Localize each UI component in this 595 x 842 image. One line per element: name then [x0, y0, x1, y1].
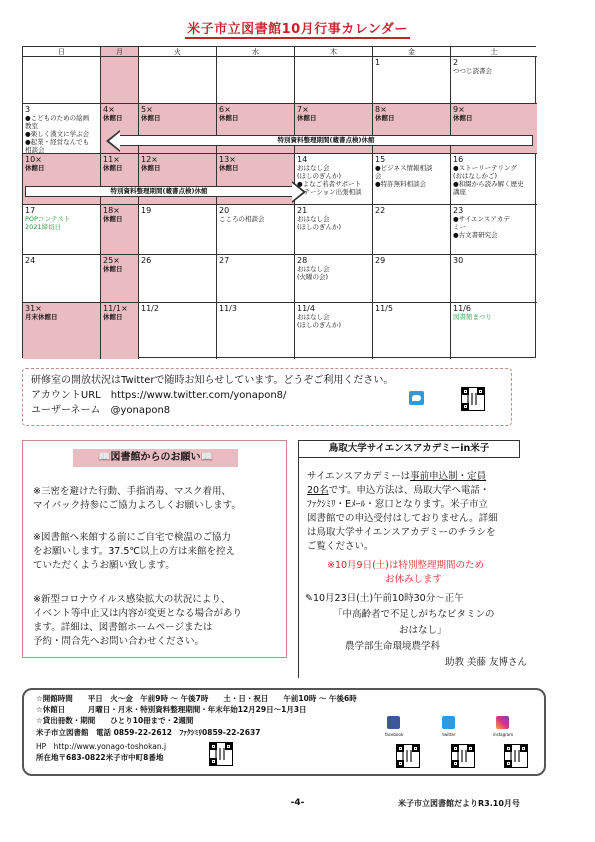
day-number: 21 — [297, 206, 308, 215]
address: 所在地〒683-0822米子市中町8番地 — [36, 753, 164, 762]
request-paragraph-1: ※三密を避けた行動、手指消毒、マスク着用、 マイバック持参にご協力よろしくお願いします。 — [33, 486, 241, 511]
lecture-speaker: 助教 美藤 友博さん — [445, 657, 528, 668]
day-number: 23 — [453, 206, 464, 215]
library-request-heading: 📖図書館からのお願い📖 — [73, 449, 238, 467]
day-event: おはなし会 — [297, 164, 330, 172]
day-number: 28 — [297, 256, 308, 265]
calendar-day — [295, 303, 373, 359]
weekday-header: 水 — [217, 47, 295, 57]
day-event: 月末休館日 — [25, 313, 58, 321]
request-paragraph-2: ※図書館へ来館する前にご自宅で検温のご協力 をお願いします。37.5℃以上の方は来館を控え ていただくようお願い致します。 — [33, 532, 236, 571]
arrow-right-icon — [292, 181, 306, 203]
newsletter-issue: 米子市立図書館だよりR3.10月号 — [398, 799, 520, 808]
science-academy-body: サイエンスアカデミーは事前申込制・定員 20名です。申込方法は、鳥取大学へ電話・ ﾌｧｸｼﾐﾘ・Eﾒｰﾙ・窓口となります。米子市立 図書館での申込受付はしておりません。詳細 は鳥取大学サイエンスアカデミーのチラシを ご覧ください。 ※10月9日(土)は特別整理期間のため お休みします ✎10月23日(土)午前10時30分～正午 「中高齢者で不足しがちなビタミンの おはなし」 農学部生命環境農学科 助教 美藤 友博さん — [298, 458, 558, 678]
day-number: 12× — [141, 155, 158, 164]
day-number: 27 — [219, 256, 230, 265]
day-number: 3 — [25, 105, 31, 114]
calendar-day — [101, 154, 139, 205]
calendar-day — [295, 104, 373, 154]
science-academy-heading: 鳥取大学サイエンスアカデミーin米子 — [298, 440, 520, 458]
calendar-day — [101, 303, 139, 359]
science-academy-box — [298, 440, 568, 680]
day-number: 9× — [453, 105, 465, 114]
page-number: -4- — [290, 798, 305, 808]
day-event: ●こどものための絵画 — [25, 114, 90, 122]
day-number: 13× — [219, 155, 236, 164]
day-event: 休館日 — [219, 164, 239, 172]
opening-hours: ☆開館時間 平日 火～金 午前9時 ～ 午後7時 土・日・祝日 午前10時 ～ 午後6時 — [36, 694, 357, 703]
lecture-date: ✎10月23日(土)午前10時30分～正午 — [305, 593, 464, 604]
day-event: 休館日 — [219, 114, 239, 122]
day-number: 17 — [25, 206, 36, 215]
day-event: 休館日 — [103, 164, 123, 172]
calendar-day — [139, 205, 217, 255]
calendar-day — [217, 255, 295, 303]
calendar-day — [139, 255, 217, 303]
day-number: 30 — [453, 256, 464, 265]
calendar-day — [23, 303, 101, 359]
day-number: 20 — [219, 206, 230, 215]
day-event: 休館日 — [103, 215, 123, 223]
calendar-day — [451, 154, 537, 205]
calendar-day — [295, 154, 373, 205]
book-icon: 📖 — [98, 452, 111, 463]
weekday-header: 金 — [373, 47, 451, 57]
day-event: ●ストーリーテリング — [453, 164, 518, 172]
day-event: ミー — [453, 223, 466, 231]
day-event: 休館日 — [141, 164, 161, 172]
calendar-day — [373, 57, 451, 104]
inventory-closure-arrow: 特別資料整理期間(蔵書点検)休館 — [25, 186, 293, 197]
calendar-day — [451, 255, 537, 303]
day-event: ●よなご若者サポート — [297, 180, 362, 188]
day-event: 休館日 — [141, 114, 161, 122]
day-event: ●特許無料相談会 — [375, 180, 427, 188]
closure-notice: ※10月9日(土)は特別整理期間のため — [327, 560, 485, 571]
day-number: 18× — [103, 206, 120, 215]
day-event: おはなし会 — [297, 313, 330, 321]
calendar-day — [101, 57, 139, 104]
twitter-label: twitter — [442, 732, 456, 737]
calendar-day — [451, 303, 537, 359]
day-number: 14 — [297, 155, 308, 164]
day-event: 休館日 — [103, 114, 123, 122]
calendar-title: 米子市立図書館10月行事カレンダー — [187, 22, 408, 37]
day-number: 11/1× — [103, 304, 128, 313]
day-event: 休館日 — [453, 114, 473, 122]
weekday-header: 木 — [295, 47, 373, 57]
day-event: 講座 — [453, 188, 466, 196]
arrow-left-icon — [106, 130, 120, 152]
day-event: 休館日 — [297, 114, 317, 122]
book-icon: 📖 — [200, 452, 213, 463]
weekday-header: 土 — [451, 47, 537, 57]
facebook-qr-code — [396, 744, 420, 768]
day-number: 11× — [103, 155, 120, 164]
day-number: 26 — [141, 256, 152, 265]
inventory-closure-arrow: 特別資料整理期間(蔵書点検)休館 — [119, 135, 533, 146]
day-event: ●古文書研究会 — [453, 231, 498, 239]
twitter-icon[interactable] — [409, 391, 424, 405]
day-event: 休館日 — [25, 164, 45, 172]
event-calendar — [22, 46, 536, 358]
calendar-day — [373, 303, 451, 359]
calendar-day — [217, 104, 295, 154]
closure-notice-2: お休みします — [385, 574, 443, 585]
day-event: つつじ読書会 — [453, 67, 492, 75]
day-number: 11/3 — [219, 304, 237, 313]
calendar-day — [295, 205, 373, 255]
weekday-header: 月 — [101, 47, 139, 57]
calendar-day — [295, 57, 373, 104]
calendar-day — [23, 104, 101, 154]
twitter-icon[interactable] — [442, 716, 455, 729]
calendar-day — [451, 104, 537, 154]
day-event: 相談会 — [25, 146, 45, 154]
instagram-qr-code — [504, 744, 528, 768]
calendar-day — [139, 57, 217, 104]
day-number: 1 — [375, 58, 381, 67]
weekday-header: 火 — [139, 47, 217, 57]
twitter-qr-code — [461, 387, 485, 411]
day-number: 22 — [375, 206, 386, 215]
calendar-day — [23, 255, 101, 303]
calendar-day — [217, 303, 295, 359]
calendar-day — [217, 154, 295, 205]
day-event: ●楽しく漢文に学ぶ会 — [25, 130, 90, 138]
calendar-day — [23, 205, 101, 255]
day-event: 会 — [375, 172, 382, 180]
day-event: 休館日 — [103, 265, 123, 273]
twitter-notice — [22, 368, 512, 426]
day-event: ●ビジネス情報相談 — [375, 164, 433, 172]
facebook-icon[interactable] — [387, 716, 400, 729]
twitter-qr-code — [451, 744, 475, 768]
calendar-day — [451, 205, 537, 255]
day-number: 19 — [141, 206, 152, 215]
day-number: 6× — [219, 105, 231, 114]
notice-line-1: 研修室の開放状況はTwitterで随時お知らせしています。どうぞご利用ください。 — [31, 375, 394, 386]
loan-limits: ☆貸出冊数・期間 ひとり10冊まで・2週間 — [36, 716, 194, 725]
day-event: (ほしのぎんか) — [297, 223, 342, 231]
day-number: 2 — [453, 58, 459, 67]
day-event: ステーション出張相談 — [297, 188, 362, 196]
lecture-topic: 「中高齢者で不足しがちなビタミンの — [333, 609, 495, 620]
calendar-day — [101, 205, 139, 255]
notice-account-url[interactable]: アカウントURL https://www.twitter.com/yonapon8/ — [31, 390, 287, 401]
library-request-box — [22, 440, 287, 658]
closed-days: ☆休館日 月曜日・月末・特別資料整理期間・年末年始12月29日～1月3日 — [36, 705, 307, 714]
day-event: 休館日 — [375, 114, 395, 122]
day-event: おはなし会 — [297, 265, 330, 273]
facebook-label: facebook — [384, 732, 404, 737]
day-number: 10× — [25, 155, 42, 164]
instagram-label: instagram — [492, 732, 514, 737]
day-event: おはなし会 — [297, 215, 330, 223]
day-event: 図書館まつり — [453, 313, 492, 321]
day-number: 4× — [103, 105, 115, 114]
day-number: 16 — [453, 155, 464, 164]
day-event: (火曜の会) — [297, 273, 329, 281]
calendar-day — [373, 205, 451, 255]
day-event: こころの相談会 — [219, 215, 265, 223]
day-number: 5× — [141, 105, 153, 114]
day-number: 11/6 — [453, 304, 471, 313]
calendar-day — [23, 154, 101, 205]
calendar-day — [373, 255, 451, 303]
notice-username: ユーザーネーム @yonapon8 — [31, 405, 171, 416]
day-number: 29 — [375, 256, 386, 265]
day-event: 休館日 — [103, 313, 123, 321]
day-event: 教室 — [25, 122, 38, 130]
day-number: 25× — [103, 256, 120, 265]
library-info-footer — [22, 688, 546, 776]
instagram-icon[interactable] — [496, 716, 509, 729]
day-number: 11/5 — [375, 304, 393, 313]
request-paragraph-3: ※新型コロナウイルス感染拡大の状況により、 イベント等中止又は内容が変更となる場合があり ます。詳細は、図書館ホームページまたは 予約・問合先へお問い合わせください。 — [33, 594, 243, 647]
calendar-day — [451, 57, 537, 104]
calendar-day — [139, 154, 217, 205]
day-number: 24 — [25, 256, 36, 265]
day-event: ●起業・経営なんでも — [25, 138, 90, 146]
homepage-url[interactable]: HP http://www.yonago-toshokan.j — [36, 742, 167, 751]
calendar-day — [139, 104, 217, 154]
day-event: (ほしのぎんか) — [297, 172, 342, 180]
weekday-header: 日 — [23, 47, 101, 57]
day-event: (おはなしかご) — [453, 172, 498, 180]
calendar-day — [217, 57, 295, 104]
day-event: POPコンテスト — [25, 215, 71, 223]
day-number: 7× — [297, 105, 309, 114]
day-event: (ほしのぎんか) — [297, 321, 342, 329]
homepage-qr-code — [209, 742, 233, 766]
calendar-day — [295, 255, 373, 303]
day-event: 2021締切日 — [25, 223, 62, 231]
contact-phone: 米子市立図書館 電話 0859-22-2612 ﾌｧｸｼﾐﾘ0859-22-2637 — [36, 728, 261, 737]
calendar-day — [23, 57, 101, 104]
calendar-day — [373, 104, 451, 154]
calendar-day — [373, 154, 451, 205]
calendar-day — [139, 303, 217, 359]
day-event: ●サイエンスアカデ — [453, 215, 510, 223]
day-number: 15 — [375, 155, 386, 164]
calendar-day — [217, 205, 295, 255]
day-number: 31× — [25, 304, 42, 313]
lecture-department: 農学部生命環境農学科 — [345, 641, 441, 652]
day-event: ●和綴から読み解く歴史 — [453, 180, 524, 188]
day-number: 8× — [375, 105, 387, 114]
day-number: 11/2 — [141, 304, 159, 313]
day-number: 11/4 — [297, 304, 315, 313]
calendar-day — [101, 255, 139, 303]
